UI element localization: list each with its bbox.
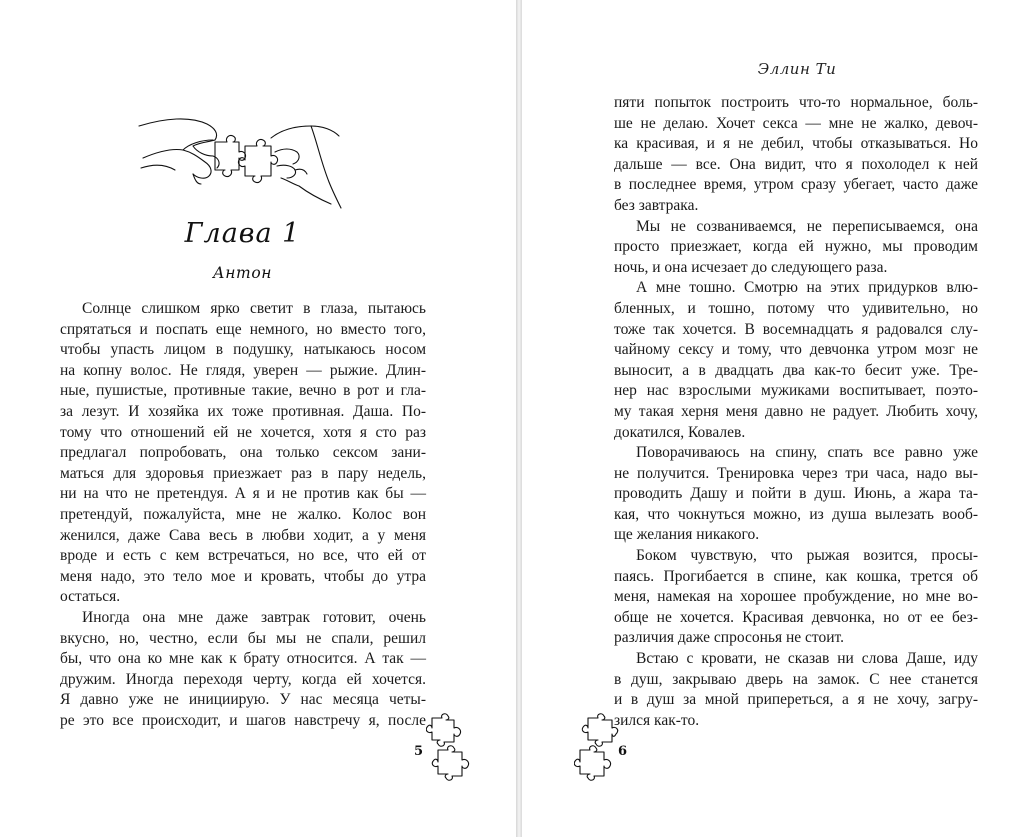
text-line: в последнее время, утром сразу убегает, часто даже bbox=[614, 176, 978, 194]
text-line: чтобы упасть лицом в подушку, натыкаюсь носом bbox=[60, 341, 426, 359]
text-line: остаться. bbox=[60, 588, 121, 606]
text-line: на копну волос. Не глядя, уверен — рыжие. Длин- bbox=[60, 361, 426, 379]
text-line: Иногда она мне даже завтрак готовит, очень bbox=[82, 608, 426, 626]
text-line: бленных, и тошно, потому что удивительно, но bbox=[614, 299, 978, 317]
left-page bbox=[0, 0, 516, 837]
text-line: спрятаться и поспать еще немного, но вместо того, bbox=[60, 320, 426, 338]
text-line: дружим. Иногда переходя черту, когда ей хочется. bbox=[60, 670, 426, 688]
text-line: Поворачиваюсь на спину, спать все равно уже bbox=[636, 444, 978, 462]
text-line: Мы не созваниваемся, не переписываемся, она bbox=[636, 217, 978, 235]
text-line: ре это все происходит, и шагов навстречу я, после bbox=[60, 711, 426, 729]
text-line: претендуй, пожалуйста, мне не жалко. Колос вон bbox=[60, 505, 426, 523]
text-line: ка красивая, и я не дебил, чтобы отказываться. Но bbox=[614, 135, 978, 153]
text-line: тому что отношений ей не хочется, хотя я сто раз bbox=[60, 423, 426, 441]
page-number: 6 bbox=[618, 744, 628, 759]
text-line: му такая херня меня давно не радует. Любить хочу, bbox=[614, 402, 978, 420]
text-line: не получится. Тренировка через три часа, надо вы- bbox=[614, 464, 978, 482]
puzzle-pieces-icon bbox=[426, 712, 472, 784]
text-line: тоже так хочется. В восемнадцать я радовался слу- bbox=[614, 320, 978, 338]
puzzle-pieces-icon bbox=[574, 712, 620, 784]
text-line: Встаю с кровати, не сказав ни слова Даше, иду bbox=[636, 650, 978, 668]
text-line: меня надо, это тело мое и кровать, чтобы до утра bbox=[60, 567, 426, 585]
text-line: А мне тошно. Смотрю на этих придурков влю- bbox=[636, 279, 978, 297]
text-line: ще желания никакого. bbox=[614, 526, 760, 544]
chapter-title: Глава 1 bbox=[184, 218, 301, 249]
text-line: ночь, и она исчезает до следующего раза. bbox=[614, 258, 888, 276]
text-line: без завтрака. bbox=[614, 196, 699, 214]
right-body-text bbox=[614, 93, 978, 731]
page-number: 5 bbox=[414, 744, 424, 759]
text-line: бы, что она ко мне как к брату относится. А так — bbox=[60, 650, 426, 668]
left-body-text bbox=[60, 299, 426, 731]
text-line: предлагал попробовать, она только сексом зани- bbox=[60, 444, 426, 462]
text-line: Боком чувствую, что рыжая возится, просы- bbox=[636, 547, 978, 565]
text-line: чайному сексу и тому, что девчонка утром мозг не bbox=[614, 341, 978, 359]
text-line: вкусно, но, честно, если бы мы не спали, решил bbox=[60, 629, 426, 647]
text-line: женился, даже Сава весь в любви ходит, а у меня bbox=[60, 526, 426, 544]
text-line: различия даже спросонья не стоит. bbox=[614, 629, 844, 647]
text-line: маться для здоровья приезжает раз в пару недель, bbox=[60, 464, 426, 482]
chapter-subtitle: Антон bbox=[212, 264, 273, 282]
text-line: ные, пушистые, противные такие, вечно в рот и гла- bbox=[60, 382, 426, 400]
text-line: паясь. Прогибается в спине, как кошка, трется об bbox=[614, 567, 978, 585]
text-line: обще не хочется. Красивая девчонка, но от ее без- bbox=[614, 608, 978, 626]
text-line: Солнце слишком ярко светит в глаза, пытаюсь bbox=[82, 300, 426, 317]
text-line: зился как-то. bbox=[614, 711, 700, 729]
text-line: докатился, Ковалев. bbox=[614, 423, 746, 441]
text-line: нер нас взрослыми мужиками воспитывает, поэто- bbox=[614, 382, 978, 400]
text-line: проводить Дашу и пойти в душ. Июнь, а жара та- bbox=[614, 485, 978, 503]
text-line: ше не делаю. Хочет секса — мне не жалко, девоч- bbox=[614, 114, 978, 132]
text-line: пяти попыток построить что-то нормальное, боль- bbox=[614, 94, 978, 111]
text-line: дальше — все. Она видит, что я похолодел к ней bbox=[614, 155, 978, 173]
text-line: выносит, а в двадцать два как-то бесит уже. Тре- bbox=[614, 361, 978, 379]
text-line: в душ, закрываю дверь на замок. С нее станется bbox=[614, 670, 978, 688]
text-line: вроде и есть с кем встречаться, но все, что ей от bbox=[60, 547, 426, 565]
running-head-author: Эллин Ти bbox=[757, 60, 837, 78]
hands-puzzle-illustration bbox=[135, 112, 345, 212]
text-line: Я давно уже не инициирую. У нас месяца четы- bbox=[60, 691, 426, 709]
right-page bbox=[522, 0, 1036, 837]
text-line: за лезут. И хозяйка их тоже противная. Даша. По- bbox=[60, 402, 426, 420]
text-line: просто приезжает, когда ей нужно, мы проводим bbox=[614, 238, 978, 256]
text-line: кая, что чокнуться можно, из душа вылезать вооб- bbox=[614, 505, 978, 523]
text-line: и в душ за мной припереться, а я не хочу, загру- bbox=[614, 691, 978, 709]
text-line: меня, намекая на хорошее пробуждение, но мне во- bbox=[614, 588, 978, 606]
text-line: ни на что не претендуя. А я и не против как бы — bbox=[60, 485, 426, 503]
